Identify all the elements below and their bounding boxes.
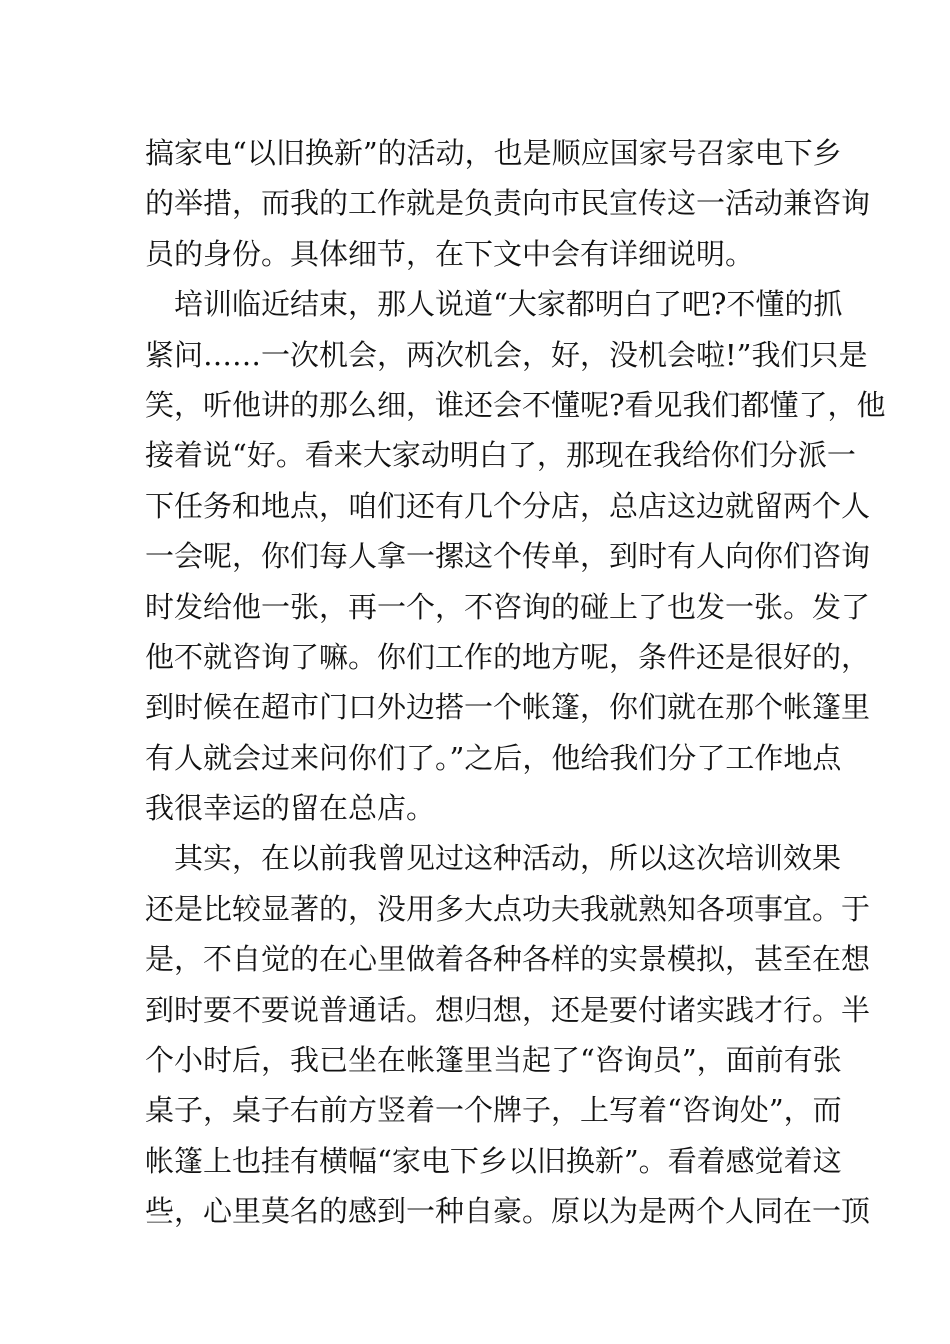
body-text [145,128,886,1237]
text-line: 员的身份。具体细节，在下文中会有详细说明。 [145,236,755,271]
text-line: 是，不自觉的在心里做着各种各样的实景模拟，甚至在想 [145,942,871,977]
text-line: 还是比较显著的，没用多大点功夫我就熟知各项事宜。于 [145,891,871,926]
text-line: 接着说“好。看来大家动明白了，那现在我给你们分派一 [145,438,856,473]
text-line: 笑，听他讲的那么细，谁还会不懂呢?看见我们都懂了，他 [145,387,886,422]
text-line: 其实，在以前我曾见过这种活动，所以这次培训效果 [145,841,842,876]
text-line: 桌子，桌子右前方竖着一个牌子，上写着“咨询处”，而 [145,1093,842,1128]
text-line: 些，心里莫名的感到一种自豪。原以为是两个人同在一顶 [145,1194,871,1229]
text-line: 下任务和地点，咱们还有几个分店，总店这边就留两个人 [145,488,871,523]
text-line: 时发给他一张，再一个，不咨询的碰上了也发一张。发了 [145,589,871,624]
text-line: 个小时后，我已坐在帐篷里当起了“咨询员”，面前有张 [145,1043,842,1078]
text-line: 培训临近结束，那人说道“大家都明白了吧?不懂的抓 [145,287,843,322]
text-line: 有人就会过来问你们了。”之后，他给我们分了工作地点 [145,740,842,775]
text-line: 一会呢，你们每人拿一摞这个传单，到时有人向你们咨询 [145,539,871,574]
text-line: 搞家电“以旧换新”的活动，也是顺应国家号召家电下乡 [145,136,842,170]
text-line: 他不就咨询了嘛。你们工作的地方呢，条件还是很好的， [145,639,871,674]
paragraph-3 [145,833,871,1236]
text-line: 到时要不要说普通话。想归想，还是要付诸实践才行。半 [145,992,871,1027]
text-line: 我很幸运的留在总店。 [145,791,436,826]
paragraph-2 [145,279,886,833]
text-line: 的举措，而我的工作就是负责向市民宣传这一活动兼咨询 [145,186,871,221]
paragraph-1 [145,128,871,279]
text-line: 到时候在超市门口外边搭一个帐篷，你们就在那个帐篷里 [145,690,871,725]
text-line: 帐篷上也挂有横幅“家电下乡以旧换新”。看着感觉着这 [145,1143,842,1178]
text-line: 紧问……一次机会，两次机会，好，没机会啦!”我们只是 [145,337,868,372]
